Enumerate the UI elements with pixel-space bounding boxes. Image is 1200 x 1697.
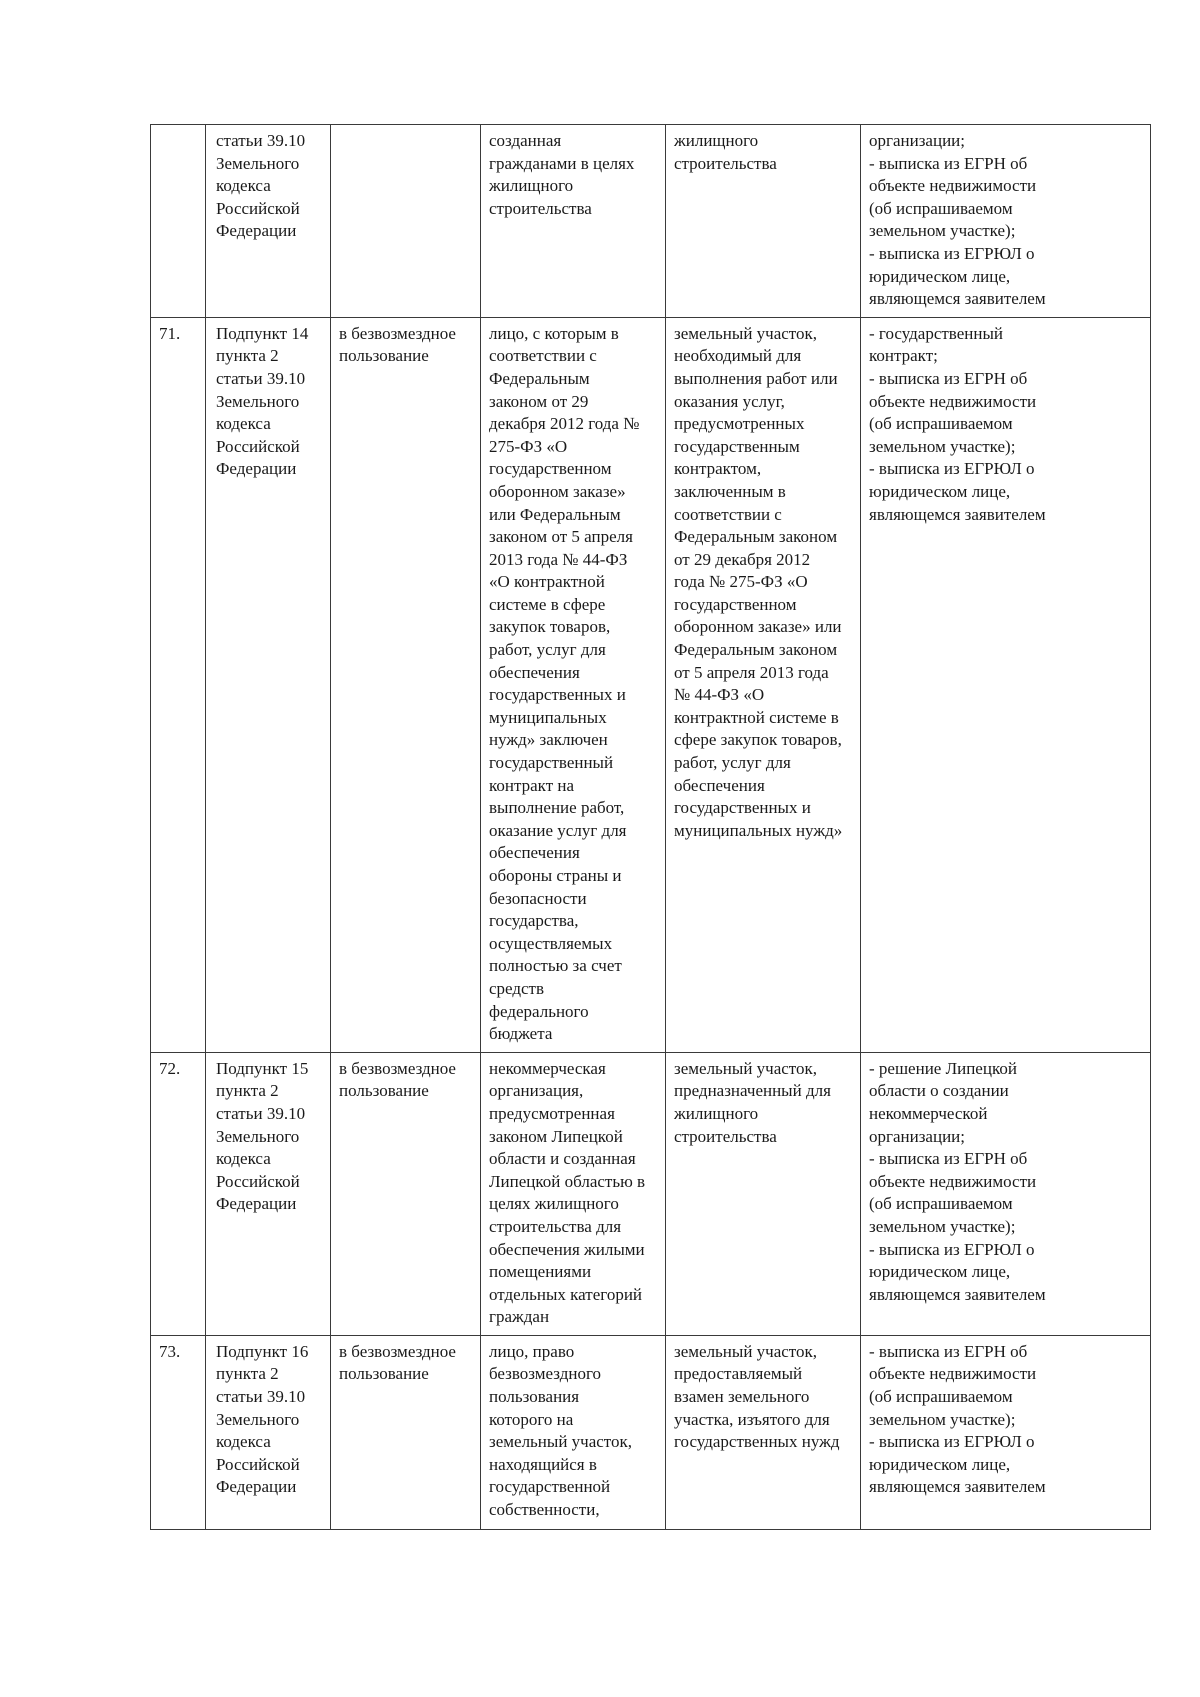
cell-text-line: юридическом лице, bbox=[869, 1262, 1011, 1282]
cell-text-line: обеспечения bbox=[674, 775, 765, 795]
cell-text-line: контракт на bbox=[489, 775, 575, 795]
land-plot-cell bbox=[666, 125, 861, 318]
cell-text-line: строительства bbox=[489, 198, 592, 218]
table-row bbox=[151, 1052, 1151, 1335]
cell-text-line: - решение Липецкой bbox=[869, 1058, 1017, 1078]
cell-text-line: Федеральным законом bbox=[674, 640, 838, 660]
cell-text-line: Российской bbox=[216, 198, 300, 218]
right-type-cell bbox=[331, 1335, 481, 1529]
cell-text-line: организация, bbox=[489, 1081, 584, 1101]
cell-text-line: находящийся в bbox=[489, 1454, 597, 1474]
cell-text-line: предоставляемый bbox=[674, 1364, 803, 1384]
cell-text-line: Российской bbox=[216, 1454, 300, 1474]
cell-text-line: - выписка из ЕГРН об bbox=[869, 1149, 1028, 1169]
table-row bbox=[151, 317, 1151, 1052]
land-plot-cell bbox=[666, 1335, 861, 1529]
table-body bbox=[151, 125, 1151, 1530]
cell-text-line: бюджета bbox=[489, 1024, 553, 1044]
cell-text-line: Земельного bbox=[216, 1409, 300, 1429]
cell-text-line: муниципальных нужд» bbox=[674, 820, 843, 840]
cell-text-line: закупок товаров, bbox=[489, 617, 611, 637]
cell-text-line: пункта 2 bbox=[216, 1364, 279, 1384]
documents-cell bbox=[861, 125, 1151, 318]
cell-text-line: статьи 39.10 bbox=[216, 131, 306, 150]
cell-text-line: гражданами в целях bbox=[489, 153, 635, 173]
cell-text-line: государственных и bbox=[674, 798, 811, 818]
right-type-cell bbox=[331, 317, 481, 1052]
land-plot-cell bbox=[666, 1052, 861, 1335]
cell-text-line: 275-ФЗ «О bbox=[489, 436, 568, 456]
cell-text-line: контрактом, bbox=[674, 459, 762, 479]
cell-text-line: пункта 2 bbox=[216, 1081, 279, 1101]
cell-text-line: юридическом лице, bbox=[869, 481, 1011, 501]
cell-text-line: объекте недвижимости bbox=[869, 391, 1037, 411]
applicant-cell bbox=[481, 1335, 666, 1529]
cell-text-line: кодекса bbox=[216, 1432, 271, 1452]
cell-text-line: государственный bbox=[489, 753, 614, 773]
cell-text-line: пользование bbox=[339, 346, 429, 366]
cell-text-line: полностью за счет bbox=[489, 956, 622, 976]
legal-basis-cell bbox=[206, 1052, 331, 1335]
land-rights-table bbox=[150, 124, 1151, 1530]
cell-text-line: системе в сфере bbox=[489, 594, 606, 614]
cell-text-line: предусмотренных bbox=[674, 414, 805, 434]
right-type-cell bbox=[331, 125, 481, 318]
cell-text-line: Федеральным bbox=[489, 368, 590, 388]
cell-text-line: соответствии с bbox=[674, 504, 782, 524]
cell-text-line: федерального bbox=[489, 1001, 589, 1021]
cell-text-line: Подпункт 14 bbox=[216, 323, 309, 343]
cell-text-line: статьи 39.10 bbox=[216, 1387, 306, 1407]
cell-text-line: некоммерческой bbox=[869, 1103, 988, 1123]
cell-text-line: Земельного bbox=[216, 391, 300, 411]
cell-text-line: обеспечения bbox=[489, 662, 580, 682]
documents-cell bbox=[861, 1335, 1151, 1529]
cell-text-line: Подпункт 16 bbox=[216, 1341, 309, 1361]
row-number: 73. bbox=[159, 1341, 181, 1361]
applicant-cell bbox=[481, 317, 666, 1052]
cell-text-line: Федерации bbox=[216, 1194, 297, 1214]
table-row bbox=[151, 1335, 1151, 1529]
cell-text-line: - выписка из ЕГРЮЛ о bbox=[869, 459, 1035, 479]
cell-text-line: нужд» заключен bbox=[489, 730, 608, 750]
cell-text-line: Федерации bbox=[216, 221, 297, 241]
cell-text-line: обеспечения жилыми bbox=[489, 1239, 645, 1259]
cell-text-line: некоммерческая bbox=[489, 1058, 606, 1078]
cell-text-line: Земельного bbox=[216, 1126, 300, 1146]
cell-text-line: объекте недвижимости bbox=[869, 176, 1037, 196]
cell-text-line: кодекса bbox=[216, 1149, 271, 1169]
cell-text-line: отдельных категорий bbox=[489, 1284, 643, 1304]
cell-text-line: выполнение работ, bbox=[489, 798, 625, 818]
cell-text-line: лицо, право bbox=[489, 1341, 575, 1361]
cell-text-line: обеспечения bbox=[489, 843, 580, 863]
cell-text-line: земельном участке); bbox=[869, 1409, 1016, 1429]
cell-text-line: оборонном заказе» или bbox=[674, 617, 842, 637]
legal-basis-cell bbox=[206, 317, 331, 1052]
cell-text-line: (об испрашиваемом bbox=[869, 198, 1013, 218]
cell-text-line: «О контрактной bbox=[489, 572, 605, 592]
cell-text-line: работ, услуг для bbox=[674, 753, 791, 773]
cell-text-line: Подпункт 15 bbox=[216, 1058, 309, 1078]
cell-text-line: муниципальных bbox=[489, 707, 607, 727]
cell-text-line: - выписка из ЕГРН об bbox=[869, 153, 1028, 173]
cell-text-line: или Федеральным bbox=[489, 504, 621, 524]
cell-text-line: земельный участок, bbox=[674, 323, 818, 343]
row-number-cell bbox=[151, 1052, 206, 1335]
cell-text-line: пользования bbox=[489, 1387, 580, 1407]
cell-text-line: необходимый для bbox=[674, 346, 802, 366]
cell-text-line: объекте недвижимости bbox=[869, 1364, 1037, 1384]
cell-text-line: земельном участке); bbox=[869, 1216, 1016, 1236]
cell-text-line: пункта 2 bbox=[216, 346, 279, 366]
cell-text-line: области и созданная bbox=[489, 1149, 636, 1169]
cell-text-line: № 44-ФЗ «О bbox=[674, 685, 765, 705]
cell-text-line: - выписка из ЕГРЮЛ о bbox=[869, 1239, 1035, 1259]
cell-text-line: юридическом лице, bbox=[869, 1454, 1011, 1474]
cell-text-line: года № 275-ФЗ «О bbox=[674, 572, 808, 592]
cell-text-line: области о создании bbox=[869, 1081, 1009, 1101]
cell-text-line: Федерации bbox=[216, 459, 297, 479]
cell-text-line: - выписка из ЕГРЮЛ о bbox=[869, 243, 1035, 263]
cell-text-line: земельный участок, bbox=[674, 1058, 818, 1078]
cell-text-line: - выписка из ЕГРН об bbox=[869, 368, 1028, 388]
cell-text-line: государственным bbox=[674, 436, 800, 456]
cell-text-line: контрактной системе в bbox=[674, 707, 839, 727]
cell-text-line: государственном bbox=[489, 459, 612, 479]
documents-cell bbox=[861, 1052, 1151, 1335]
cell-text-line: помещениями bbox=[489, 1262, 592, 1282]
cell-text-line: законом от 5 апреля bbox=[489, 527, 633, 547]
cell-text-line: Российской bbox=[216, 1171, 300, 1191]
cell-text-line: - выписка из ЕГРН об bbox=[869, 1341, 1028, 1361]
cell-text-line: строительства bbox=[674, 1126, 777, 1146]
cell-text-line: обороны страны и bbox=[489, 866, 622, 885]
right-type-cell bbox=[331, 1052, 481, 1335]
cell-text-line: государственной bbox=[489, 1477, 611, 1497]
cell-text-line: которого на bbox=[489, 1409, 574, 1429]
legal-basis-cell bbox=[206, 1335, 331, 1529]
cell-text-line: Российской bbox=[216, 436, 300, 456]
cell-text-line: являющемся заявителем bbox=[869, 289, 1046, 309]
cell-text-line: в безвозмездное bbox=[339, 1341, 456, 1361]
cell-text-line: Липецкой областью в bbox=[489, 1171, 646, 1191]
cell-text-line: статьи 39.10 bbox=[216, 1103, 306, 1123]
row-number: 72. bbox=[159, 1058, 181, 1078]
cell-text-line: сфере закупок товаров, bbox=[674, 730, 842, 750]
cell-text-line: жилищного bbox=[674, 131, 759, 150]
cell-text-line: пользование bbox=[339, 1081, 429, 1101]
cell-text-line: в безвозмездное bbox=[339, 1058, 456, 1078]
cell-text-line: государственных и bbox=[489, 685, 626, 705]
cell-text-line: средств bbox=[489, 978, 545, 998]
cell-text-line: оказание услуг для bbox=[489, 820, 627, 840]
cell-text-line: (об испрашиваемом bbox=[869, 1194, 1013, 1214]
cell-text-line: законом от 29 bbox=[489, 391, 589, 411]
row-number-cell bbox=[151, 317, 206, 1052]
cell-text-line: Федеральным законом bbox=[674, 527, 838, 547]
cell-text-line: земельный участок, bbox=[674, 1341, 818, 1361]
cell-text-line: 2013 года № 44-ФЗ bbox=[489, 549, 628, 569]
cell-text-line: строительства bbox=[674, 153, 777, 173]
row-number-cell bbox=[151, 1335, 206, 1529]
cell-text-line: являющемся заявителем bbox=[869, 1284, 1046, 1304]
cell-text-line: взамен земельного bbox=[674, 1387, 810, 1407]
cell-text-line: оборонном заказе» bbox=[489, 481, 626, 501]
cell-text-line: организации; bbox=[869, 1126, 965, 1146]
cell-text-line: участка, изъятого для bbox=[674, 1409, 830, 1429]
cell-text-line: безвозмездного bbox=[489, 1364, 601, 1384]
cell-text-line: контракт; bbox=[869, 346, 938, 366]
cell-text-line: пользование bbox=[339, 1364, 429, 1384]
cell-text-line: (об испрашиваемом bbox=[869, 414, 1013, 434]
applicant-cell bbox=[481, 1052, 666, 1335]
cell-text-line: (об испрашиваемом bbox=[869, 1387, 1013, 1407]
cell-text-line: работ, услуг для bbox=[489, 640, 606, 660]
cell-text-line: от 5 апреля 2013 года bbox=[674, 662, 829, 682]
cell-text-line: жилищного bbox=[674, 1103, 759, 1123]
cell-text-line: организации; bbox=[869, 131, 965, 150]
cell-text-line: - государственный bbox=[869, 323, 1003, 343]
cell-text-line: выполнения работ или bbox=[674, 368, 838, 388]
documents-cell bbox=[861, 317, 1151, 1052]
cell-text-line: жилищного bbox=[489, 176, 574, 196]
cell-text-line: лицо, с которым в bbox=[489, 323, 619, 343]
cell-text-line: земельном участке); bbox=[869, 221, 1016, 241]
cell-text-line: Федерации bbox=[216, 1477, 297, 1497]
cell-text-line: государства, bbox=[489, 911, 579, 931]
cell-text-line: собственности, bbox=[489, 1500, 600, 1520]
cell-text-line: Земельного bbox=[216, 153, 300, 173]
cell-text-line: граждан bbox=[489, 1307, 550, 1327]
cell-text-line: государственных нужд bbox=[674, 1432, 840, 1452]
cell-text-line: земельный участок, bbox=[489, 1432, 633, 1452]
cell-text-line: объекте недвижимости bbox=[869, 1171, 1037, 1191]
cell-text-line: осуществляемых bbox=[489, 933, 613, 953]
table-row bbox=[151, 125, 1151, 318]
cell-text-line: безопасности bbox=[489, 888, 587, 908]
row-number: 71. bbox=[159, 323, 181, 343]
cell-text-line: являющемся заявителем bbox=[869, 504, 1046, 524]
cell-text-line: законом Липецкой bbox=[489, 1126, 623, 1146]
cell-text-line: кодекса bbox=[216, 176, 271, 196]
applicant-cell bbox=[481, 125, 666, 318]
legal-basis-cell bbox=[206, 125, 331, 318]
cell-text-line: земельном участке); bbox=[869, 436, 1016, 456]
cell-text-line: заключенным в bbox=[674, 481, 786, 501]
cell-text-line: предназначенный для bbox=[674, 1081, 831, 1101]
cell-text-line: соответствии с bbox=[489, 346, 597, 366]
cell-text-line: в безвозмездное bbox=[339, 323, 456, 343]
cell-text-line: оказания услуг, bbox=[674, 391, 785, 411]
cell-text-line: государственном bbox=[674, 594, 797, 614]
cell-text-line: - выписка из ЕГРЮЛ о bbox=[869, 1432, 1035, 1452]
cell-text-line: кодекса bbox=[216, 414, 271, 434]
cell-text-line: являющемся заявителем bbox=[869, 1477, 1046, 1497]
cell-text-line: декабря 2012 года № bbox=[489, 414, 640, 434]
cell-text-line: предусмотренная bbox=[489, 1103, 615, 1123]
cell-text-line: юридическом лице, bbox=[869, 266, 1011, 286]
cell-text-line: от 29 декабря 2012 bbox=[674, 549, 811, 569]
cell-text-line: статьи 39.10 bbox=[216, 368, 306, 388]
cell-text-line: целях жилищного bbox=[489, 1194, 619, 1214]
land-plot-cell bbox=[666, 317, 861, 1052]
cell-text-line: строительства для bbox=[489, 1216, 622, 1236]
cell-text-line: созданная bbox=[489, 131, 562, 150]
row-number-cell bbox=[151, 125, 206, 318]
